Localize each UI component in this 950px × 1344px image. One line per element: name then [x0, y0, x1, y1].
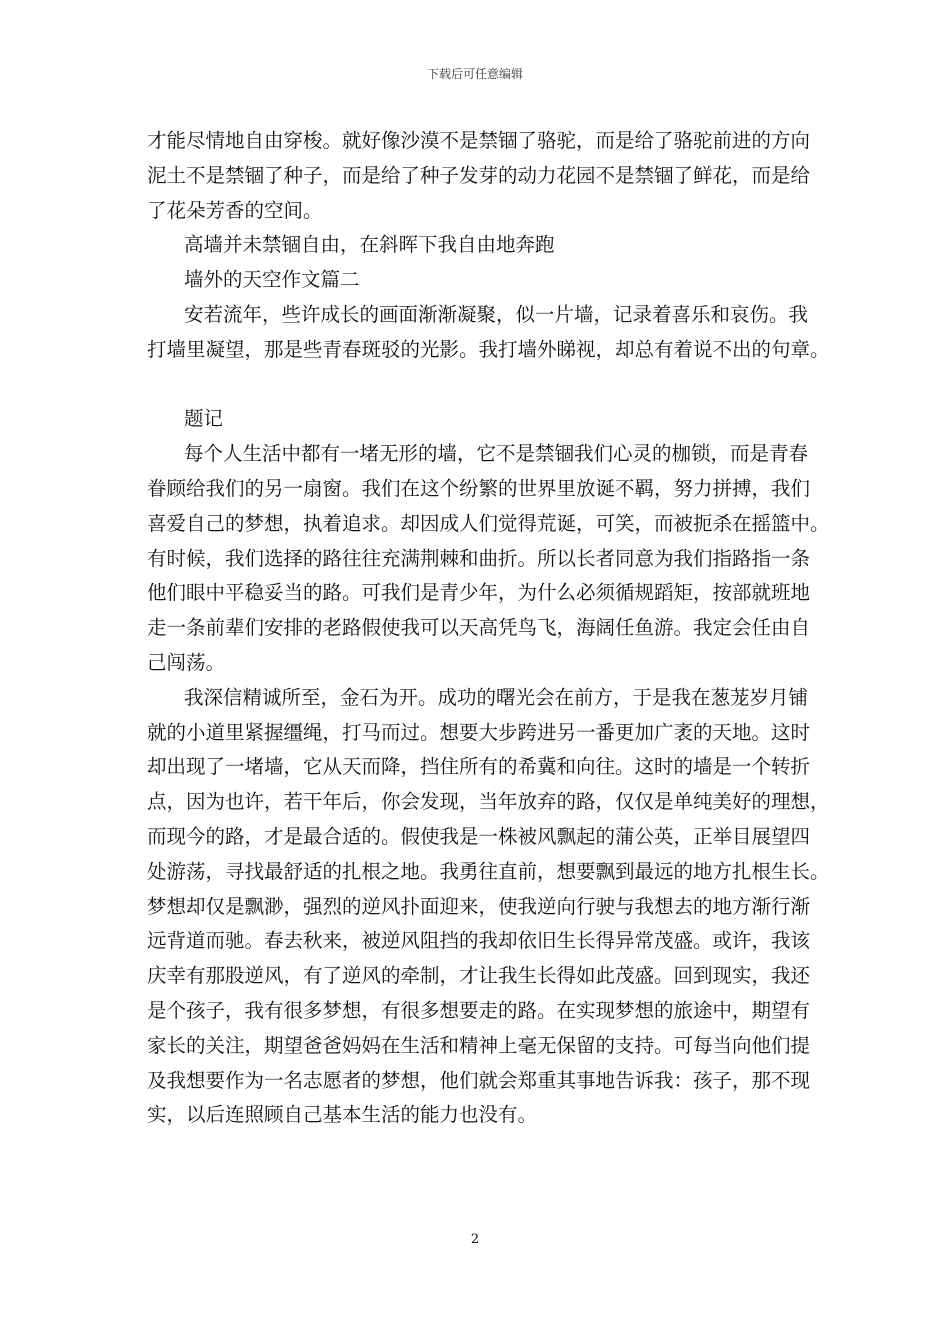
text-line: 实，以后连照顾自己基本生活的能力也没有。 [147, 1103, 538, 1127]
text-line: 喜爱自己的梦想，执着追求。却因成人们觉得荒诞，可笑，而被扼杀在摇篮中。 [147, 511, 830, 535]
text-line: 走一条前辈们安排的老路假使我可以天高凭鸟飞，海阔任鱼游。我定会任由自 [147, 616, 811, 640]
text-line: 他们眼中平稳妥当的路。可我们是青少年，为什么必须循规蹈矩，按部就班地 [147, 581, 811, 605]
text-line: 有时候，我们选择的路往往充满荆棘和曲折。所以长者同意为我们指路指一条 [147, 546, 811, 570]
text-line: 点，因为也许，若干年后，你会发现，当年放弃的路，仅仅是单纯美好的理想， [147, 790, 830, 814]
text-line: 己闯荡。 [147, 650, 226, 674]
text-line: 眷顾给我们的另一扇窗。我们在这个纷繁的世界里放诞不羁，努力拼搏，我们 [147, 476, 811, 500]
text-line: 就的小道里紧握缰绳，打马而过。想要大步跨进另一番更加广袤的天地。这时 [147, 720, 811, 744]
page-header: 下载后可任意编辑 [426, 67, 523, 81]
text-line: 庆幸有那股逆风，有了逆风的牵制，才让我生长得如此茂盛。回到现实，我还 [147, 964, 811, 988]
text-line: 安若流年，些许成长的画面渐渐凝聚，似一片墙，记录着喜乐和哀伤。我 [184, 302, 809, 326]
text-line: 及我想要作为一名志愿者的梦想，他们就会郑重其事地告诉我：孩子，那不现 [147, 1068, 811, 1092]
document-body [147, 124, 830, 1133]
text-line: 远背道而驰。春去秋来，被逆风阻挡的我却依旧生长得异常茂盛。或许，我该 [147, 929, 811, 953]
text-line: 家长的关注，期望爸爸妈妈在生活和精神上毫无保留的支持。可每当向他们提 [147, 1033, 811, 1057]
text-line: 梦想却仅是飘渺，强烈的逆风扑面迎来，使我逆向行驶与我想去的地方渐行渐 [147, 894, 811, 918]
text-line: 题记 [184, 407, 224, 431]
page-number: 2 [470, 1232, 480, 1247]
text-line: 是个孩子，我有很多梦想，有很多想要走的路。在实现梦想的旅途中，期望有 [147, 998, 811, 1022]
text-line: 才能尽情地自由穿梭。就好像沙漠不是禁锢了骆驼，而是给了骆驼前进的方向 [147, 129, 811, 152]
text-line: 却出现了一堵墙，它从天而降，挡住所有的希冀和向往。这时的墙是一个转折 [147, 755, 811, 779]
text-line: 打墙里凝望，那是些青春斑驳的光影。我打墙外睇视，却总有着说不出的句章。 [147, 337, 830, 361]
text-line: 每个人生活中都有一堵无形的墙，它不是禁锢我们心灵的枷锁，而是青春 [184, 442, 809, 466]
text-line: 了花朵芳香的空间。 [147, 198, 323, 222]
text-line: 高墙并未禁锢自由，在斜晖下我自由地奔跑 [184, 233, 555, 257]
text-line: 我深信精诚所至，金石为开。成功的曙光会在前方，于是我在葱茏岁月铺 [184, 685, 809, 709]
blank-line [147, 368, 827, 403]
text-line: 而现今的路，才是最合适的。假使我是一株被风飘起的蒲公英，正举目展望四 [147, 824, 811, 848]
text-line: 泥土不是禁锢了种子，而是给了种子发芽的动力花园不是禁锢了鲜花，而是给 [147, 163, 811, 187]
text-line: 墙外的天空作文篇二 [184, 268, 360, 292]
text-line: 处游荡，寻找最舒适的扎根之地。我勇往直前，想要飘到最远的地方扎根生长。 [147, 859, 830, 883]
